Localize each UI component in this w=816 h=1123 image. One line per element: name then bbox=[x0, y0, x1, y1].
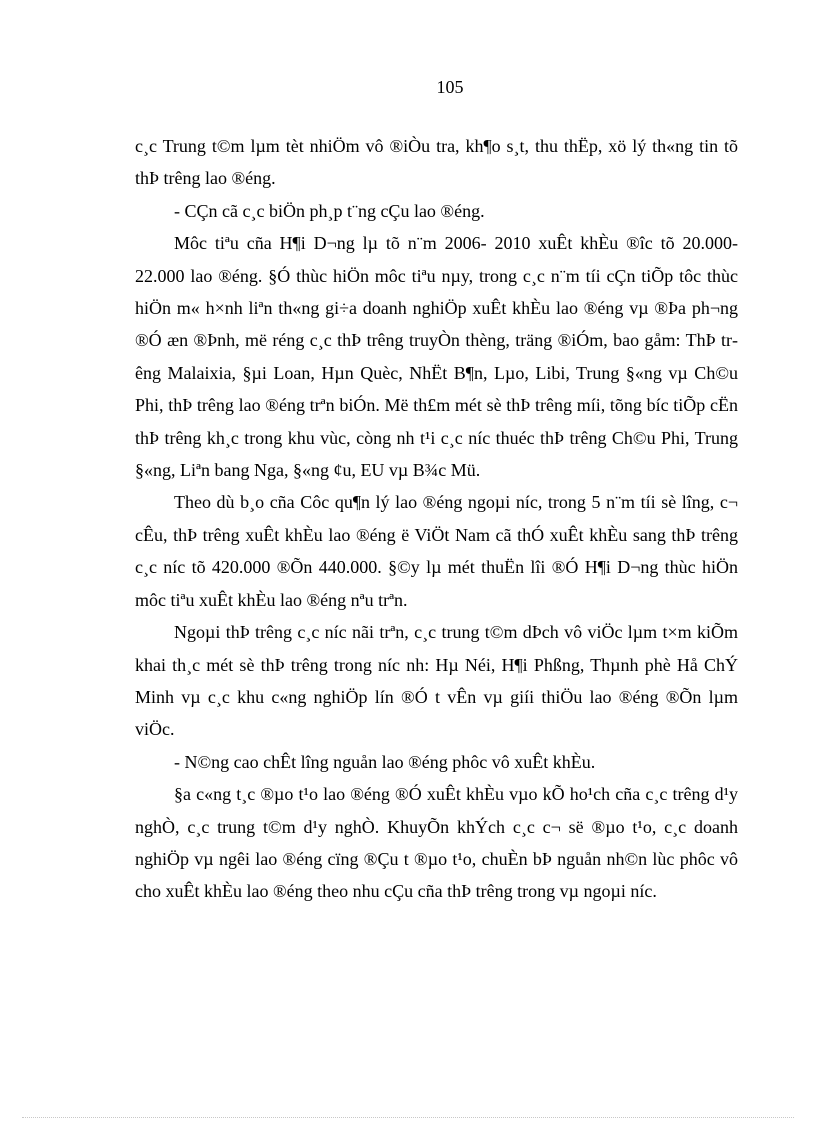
paragraph: c¸c Trung t©m lµm tèt nhiÖm vô ®iÒu tra, kh¶o s¸t, thu thËp, xö lý th«ng tin tõ thÞ trêng lao ®éng. bbox=[135, 136, 738, 189]
paragraph: Ngoµi thÞ trêng c¸c níc nãi trªn, c¸c trung t©m dÞch vô viÖc lµm t×m kiÕm khai th¸c mét sè thÞ trêng trong níc nh: Hµ Néi, H¶i Phßng, Thµnh phè Hå ChÝ Minh vµ c¸c khu c«ng nghiÖp lín ®Ó t vÊn vµ giíi thiÖu lao ®éng ®Õn lµm viÖc. bbox=[135, 622, 738, 740]
paragraph: - N©ng cao chÊt lîng nguån lao ®éng phôc vô xuÊt khÈu. bbox=[174, 751, 596, 772]
paragraph: Môc tiªu cña H¶i D¬ng lµ tõ n¨m 2006- 2010 xuÊt khÈu ®îc tõ 20.000- 22.000 lao ®éng. §Ó thùc hiÖn môc tiªu nµy, trong c¸c n¨m tíi cÇn tiÕp tôc thùc hiÖn m« h×nh liªn th«ng gi÷a doanh nghiÖp xuÊt khÈu lao ®éng vµ ®Þa ph¬ng ®Ó æn ®Þnh, më réng c¸c thÞ trêng truyÒn thèng, träng ®iÓm, bao gåm: ThÞ trêng Malaixia, §µi Loan, Hµn Quèc, NhËt B¶n, Lµo, Libi, Trung §«ng vµ Ch©u Phi, thÞ trêng lao ®éng trªn biÓn. Më th£m mét sè thÞ trêng míi, tõng bíc tiÕp cËn thÞ trêng kh¸c trong khu vùc, còng nh t¹i c¸c níc thuéc thÞ trêng Ch©u Phi, Trung §«ng, Liªn bang Nga, §«ng ¢u, EU vµ B¾c Mü. bbox=[135, 233, 738, 481]
footer-divider bbox=[22, 1117, 794, 1118]
page-body bbox=[135, 130, 738, 908]
paragraph: - CÇn cã c¸c biÖn ph¸p t¨ng cÇu lao ®éng. bbox=[174, 200, 485, 221]
paragraph: Theo dù b¸o cña Côc qu¶n lý lao ®éng ngoµi níc, trong 5 n¨m tíi sè lîng, c¬ cÊu, thÞ trêng xuÊt khÈu lao ®éng ë ViÖt Nam cã thÓ xuÊt khÈu sang thÞ trêng c¸c níc tõ 420.000 ®Õn 440.000. §©y lµ mét thuËn lîi ®Ó H¶i D¬ng thùc hiÖn môc tiªu xuÊt khÈu lao ®éng nªu trªn. bbox=[135, 492, 738, 610]
paragraph: §a c«ng t¸c ®µo t¹o lao ®éng ®Ó xuÊt khÈu vµo kÕ ho¹ch cña c¸c trêng d¹y nghÒ, c¸c trung t©m d¹y nghÒ. KhuyÕn khÝch c¸c c¬ së ®µo t¹o, c¸c doanh nghiÖp vµ ngêi lao ®éng cïng ®Çu t ®µo t¹o, chuÈn bÞ nguån nh©n lùc phôc vô cho xuÊt khÈu lao ®éng theo nhu cÇu cña thÞ trêng trong vµ ngoµi níc. bbox=[135, 784, 738, 902]
page-number: 105 bbox=[436, 77, 464, 97]
